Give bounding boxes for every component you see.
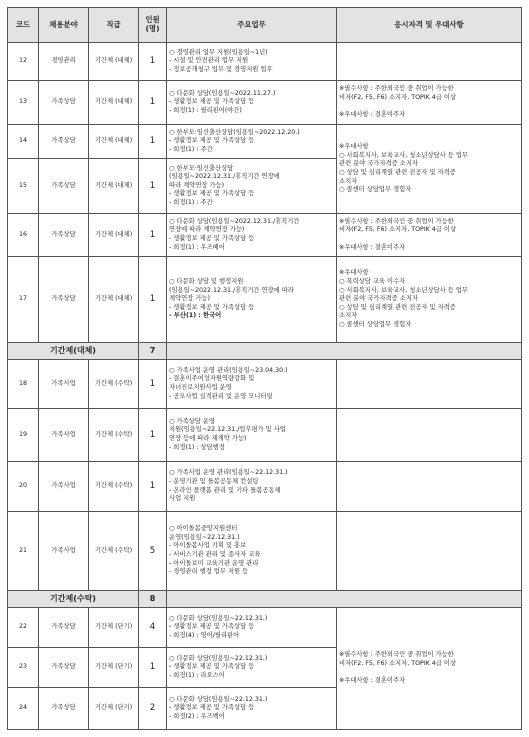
row-field: 가족상담 xyxy=(39,688,89,730)
table-row xyxy=(8,81,522,125)
row-field: 가족상담 xyxy=(39,648,89,688)
subtotal-label: 기간제(수탁) xyxy=(8,591,139,608)
duty-line: 지원(임용일~22.12.31./업무평가 및 사업 xyxy=(169,426,286,434)
duty-line: - 서비스기관 관리 및 종사자 교육 xyxy=(169,551,261,558)
qual-line: ※필수사항 : 주한외국인 중 취업이 가능한 xyxy=(339,85,454,93)
row-code: 24 xyxy=(8,688,39,730)
qual-line: 관련 분야 국가자격증 소지자 xyxy=(339,295,418,303)
duty-line: 따라 계약연장 가능) xyxy=(169,181,225,189)
duty-line: 연장 등에 따라 재계약 가능) xyxy=(169,435,247,442)
duty-line: - 희정(1) : 주간 xyxy=(169,145,213,153)
qual-line: 비자(F2, F5, F6) 소지자, TOPIK 4급 이상 xyxy=(339,659,457,667)
header-rank: 직급 xyxy=(89,8,139,43)
row-rank: 기간제 (수탁) xyxy=(89,360,139,409)
row-code: 23 xyxy=(8,648,39,688)
row-persons: 1 xyxy=(139,257,167,343)
duty-line: 운영(임용일~22.12.31.) xyxy=(169,533,240,541)
duty-line: 연장에 따라 계약연장 가능) xyxy=(169,226,245,234)
row-persons: 4 xyxy=(139,608,167,648)
table-row xyxy=(8,608,522,648)
row-field: 가족상담 xyxy=(39,214,89,257)
duty-line: ○ 경영관리 업무 지원(임용일~1년) xyxy=(169,48,268,56)
row-duty xyxy=(167,43,337,81)
row-code: 14 xyxy=(8,125,39,159)
row-field: 가족상담 xyxy=(39,257,89,343)
qual-line: ○ 사회복지사, 보육교사, 청소년상담사 등 업무 xyxy=(339,151,468,159)
duty-line: 자녀진로지원사업 운영 xyxy=(169,384,232,391)
qual-line: ○ 사회복지사, 보육교사, 청소년상담사 등 업무 xyxy=(339,286,468,294)
row-persons: 1 xyxy=(139,125,167,159)
duty-line: - 생활정보 제공 및 가족상담 등 xyxy=(169,623,255,631)
duty-line: - 희정(1) : 주간 xyxy=(169,198,213,206)
subtotal-row xyxy=(8,591,522,608)
row-field: 경영관리 xyxy=(39,43,89,81)
table-row xyxy=(8,214,522,257)
duty-line: - 아이돌봄사업 기획 및 홍보 xyxy=(169,542,247,550)
duty-line: ○ 다문화 상담(임용일~22.12.31.) xyxy=(169,695,268,703)
row-code: 18 xyxy=(8,360,39,409)
duty-line: - 온라인 플랫폼 관리 및 기타 틀봄공동체 xyxy=(169,486,281,494)
duty-line: - 운영기관 및 틀봄공동체 컨설팅 xyxy=(169,477,259,485)
qual-line xyxy=(339,103,519,112)
qual-line xyxy=(339,669,519,678)
row-code: 12 xyxy=(8,43,39,81)
duty-line: - 생활정보 제공 및 가족상담 등 xyxy=(169,663,255,671)
row-field: 가족사업 xyxy=(39,462,89,512)
table-row xyxy=(8,512,522,591)
table-row xyxy=(8,409,522,462)
header-code: 코드 xyxy=(8,8,39,43)
row-qualification xyxy=(337,257,522,343)
qual-line: ※우대사항 : 결혼이주자 xyxy=(339,111,406,119)
row-persons: 1 xyxy=(139,43,167,81)
duty-line: - 희정(1) : 라오스어 xyxy=(169,671,225,679)
row-field: 가족상담 xyxy=(39,81,89,125)
qual-line: ※우대사항 : 결혼이주자 xyxy=(339,677,406,685)
qual-line: 관련 분야 국가자격증 소지자 xyxy=(339,160,418,168)
duty-line: - 희정(1) : 우즈베어 xyxy=(169,243,225,251)
row-duty xyxy=(167,214,337,257)
row-rank: 기간제 (대체) xyxy=(89,43,139,81)
duty-line: - 희정(1) : 필리핀어(야간) xyxy=(169,106,242,114)
row-rank: 기간제 (단기) xyxy=(89,608,139,648)
row-persons: 1 xyxy=(139,360,167,409)
qual-line: ※필수사항 : 주한외국인 중 취업이 가능한 xyxy=(339,217,454,225)
row-rank: 기간제 (단기) xyxy=(89,688,139,730)
row-duty xyxy=(167,360,337,409)
row-duty xyxy=(167,608,337,648)
duty-line: - 생활정보 제공 및 가족상담 등 xyxy=(169,190,255,198)
row-code: 13 xyxy=(8,81,39,125)
duty-line: ○ 다문화 상담(임용일~2022.11.27.) xyxy=(169,89,276,97)
subtotal-blank xyxy=(167,591,522,608)
qual-line: ○ 콜센터 상담업무 경험자 xyxy=(339,320,412,328)
duty-line: ○ 아이돌봄중앙지원센터 xyxy=(169,525,238,533)
subtotal-row xyxy=(8,343,522,360)
row-rank: 기간제 (대체) xyxy=(89,214,139,257)
duty-line: - 정보공개청구 업무 및 경영지원 업무 xyxy=(169,65,273,73)
row-persons: 1 xyxy=(139,409,167,462)
row-qualification xyxy=(337,125,522,214)
duty-line: ○ 다문화 상담(임용일~2022.12.31./휴직기간 xyxy=(169,217,300,225)
table-header-row xyxy=(8,8,522,43)
table-row xyxy=(8,257,522,343)
row-rank: 기간제 (대체) xyxy=(89,125,139,159)
duty-line: - 경영관리 행정 업무 지원 등 xyxy=(169,568,249,576)
row-qualification-empty xyxy=(337,462,522,512)
row-duty xyxy=(167,688,337,730)
qual-line xyxy=(339,235,519,244)
duty-line: - 생활정보 제공 및 가족상담 등 xyxy=(169,137,255,145)
table-row xyxy=(8,43,522,81)
row-qualification xyxy=(337,214,522,257)
row-field: 가족상담 xyxy=(39,125,89,159)
table-row xyxy=(8,125,522,159)
row-code: 19 xyxy=(8,409,39,462)
duty-line: ○ 가족상담 운영 xyxy=(169,417,215,425)
duty-line: (임용일~2022.12.31./휴직기간 연장에 따라 xyxy=(169,286,294,294)
qual-line: ○ 상담 및 심리계열 관련 전공자 및 자격증 xyxy=(339,169,456,176)
qual-line: 소지자 xyxy=(339,177,358,185)
row-duty xyxy=(167,257,337,343)
header-duty: 주요업무 xyxy=(167,8,337,43)
qual-line: ※우대사항 xyxy=(339,143,369,151)
duty-line: - 생활정보 제공 및 가족상담 등 xyxy=(169,704,255,712)
duty-line: - 희정(1) : 상담행정 xyxy=(169,443,225,451)
row-qualification-empty xyxy=(337,43,522,81)
row-rank: 기간제 (수탁) xyxy=(89,462,139,512)
row-qualification xyxy=(337,81,522,125)
duty-line: (임용일~2022.12.31./휴직기간 연장에 xyxy=(169,173,280,181)
duty-line: - 희정(2) : 우즈벡어 xyxy=(169,712,225,720)
row-duty xyxy=(167,125,337,159)
qual-line: 비자(F2, F5, F6) 소지자, TOPIK 4급 이상 xyxy=(339,93,457,101)
qual-line: ○ 상담 및 심리계열 관련 전공자 및 자격증 xyxy=(339,303,456,311)
row-code: 17 xyxy=(8,257,39,343)
row-duty xyxy=(167,159,337,214)
duty-line: ○ 한부모·임신출산상담 xyxy=(169,164,234,172)
row-rank: 기간제 (단기) xyxy=(89,648,139,688)
row-field: 가족상담 xyxy=(39,159,89,214)
row-code: 21 xyxy=(8,512,39,591)
header-persons: 인원 (명) xyxy=(139,8,167,43)
duty-line: ○ 가족사업 운영 관리(임용일~22.12.31.) xyxy=(169,469,288,477)
duty-line: - 부산(1) : 한국어 xyxy=(169,312,222,320)
table-row xyxy=(8,360,522,409)
qual-line: ※우대사항 xyxy=(339,269,369,277)
row-rank: 기간제 (대체) xyxy=(89,257,139,343)
row-code: 20 xyxy=(8,462,39,512)
duty-line: ○ 한부모·임신출산상담(임용일~2022.12.20.) xyxy=(169,128,300,136)
row-qualification-empty xyxy=(337,512,522,591)
row-persons: 1 xyxy=(139,214,167,257)
row-persons: 1 xyxy=(139,462,167,512)
duty-line: 사업 지원 xyxy=(169,495,196,503)
duty-line: ○ 다문화 상담 및 행정지원 xyxy=(169,278,244,286)
row-duty xyxy=(167,648,337,688)
row-rank: 기간제 (수탁) xyxy=(89,409,139,462)
qual-line: 비자(F2, F5, F6) 소지자, TOPIK 4급 이상 xyxy=(339,226,457,234)
row-duty xyxy=(167,409,337,462)
row-persons: 1 xyxy=(139,648,167,688)
header-field: 채용분야 xyxy=(39,8,89,43)
duty-line: - 결혼이주여성자원역량강화 및 xyxy=(169,375,255,383)
duty-line: ○ 가족사업 운영 관리(임용일~23.04.30.) xyxy=(169,366,288,374)
row-persons: 2 xyxy=(139,688,167,730)
row-rank: 기간제 (수탁) xyxy=(89,512,139,591)
duty-line: - 희정(4) : 영어/필리핀어 xyxy=(169,631,240,639)
row-field: 가족사업 xyxy=(39,360,89,409)
subtotal-label: 기간제(대체) xyxy=(8,343,139,360)
row-field: 가족사업 xyxy=(39,512,89,591)
duty-line: ○ 다문화 상담(임용일~22.12.31.) xyxy=(169,614,268,622)
row-duty xyxy=(167,81,337,125)
duty-line: - 공모사업 실적관리 및 운영 모니터링 xyxy=(169,392,273,400)
header-qualification: 응시자격 및 우대사항 xyxy=(337,8,522,43)
row-rank: 기간제 (대체) xyxy=(89,159,139,214)
subtotal-value: 7 xyxy=(139,343,167,360)
duty-line: - 아이돌보미 교육기관 운영 관리 xyxy=(169,559,259,567)
row-persons: 1 xyxy=(139,81,167,125)
qual-line: 소지자 xyxy=(339,312,358,320)
duty-line: - 생활정보 제공 및 가족상담 등 xyxy=(169,235,255,242)
table-row xyxy=(8,462,522,512)
qual-line: ※필수사항 : 주한외국인 중 취업이 가능한 xyxy=(339,651,454,659)
duty-line: 계약연장 가능) xyxy=(169,295,210,303)
recruitment-table xyxy=(7,7,522,730)
row-duty xyxy=(167,512,337,591)
subtotal-blank xyxy=(167,343,522,360)
duty-line: ○ 다문화 상담(임용일~22.12.31.) xyxy=(169,654,268,662)
qual-line: ※우대사항 : 결혼이주자 xyxy=(339,243,406,251)
row-qualification-empty xyxy=(337,360,522,409)
row-field: 가족사업 xyxy=(39,409,89,462)
row-qualification-empty xyxy=(337,409,522,462)
duty-line: - 생활정보 제공 및 가족상담 등 xyxy=(169,98,255,106)
qual-line: ○ 콜센터 상담업무 경험자 xyxy=(339,186,412,194)
duty-line: - 시설 및 안전관리 업무 지원 xyxy=(169,57,249,65)
row-qualification xyxy=(337,608,522,730)
row-code: 22 xyxy=(8,608,39,648)
duty-line: - 생활정보 제공 및 가족상담 등 xyxy=(169,303,255,311)
row-duty xyxy=(167,462,337,512)
subtotal-value: 8 xyxy=(139,591,167,608)
row-code: 16 xyxy=(8,214,39,257)
row-persons: 1 xyxy=(139,159,167,214)
row-persons: 5 xyxy=(139,512,167,591)
row-code: 15 xyxy=(8,159,39,214)
row-rank: 기간제 (대체) xyxy=(89,81,139,125)
row-field: 가족상담 xyxy=(39,608,89,648)
qual-line: ○ 폭력상담 교육 이수자 xyxy=(339,278,406,286)
